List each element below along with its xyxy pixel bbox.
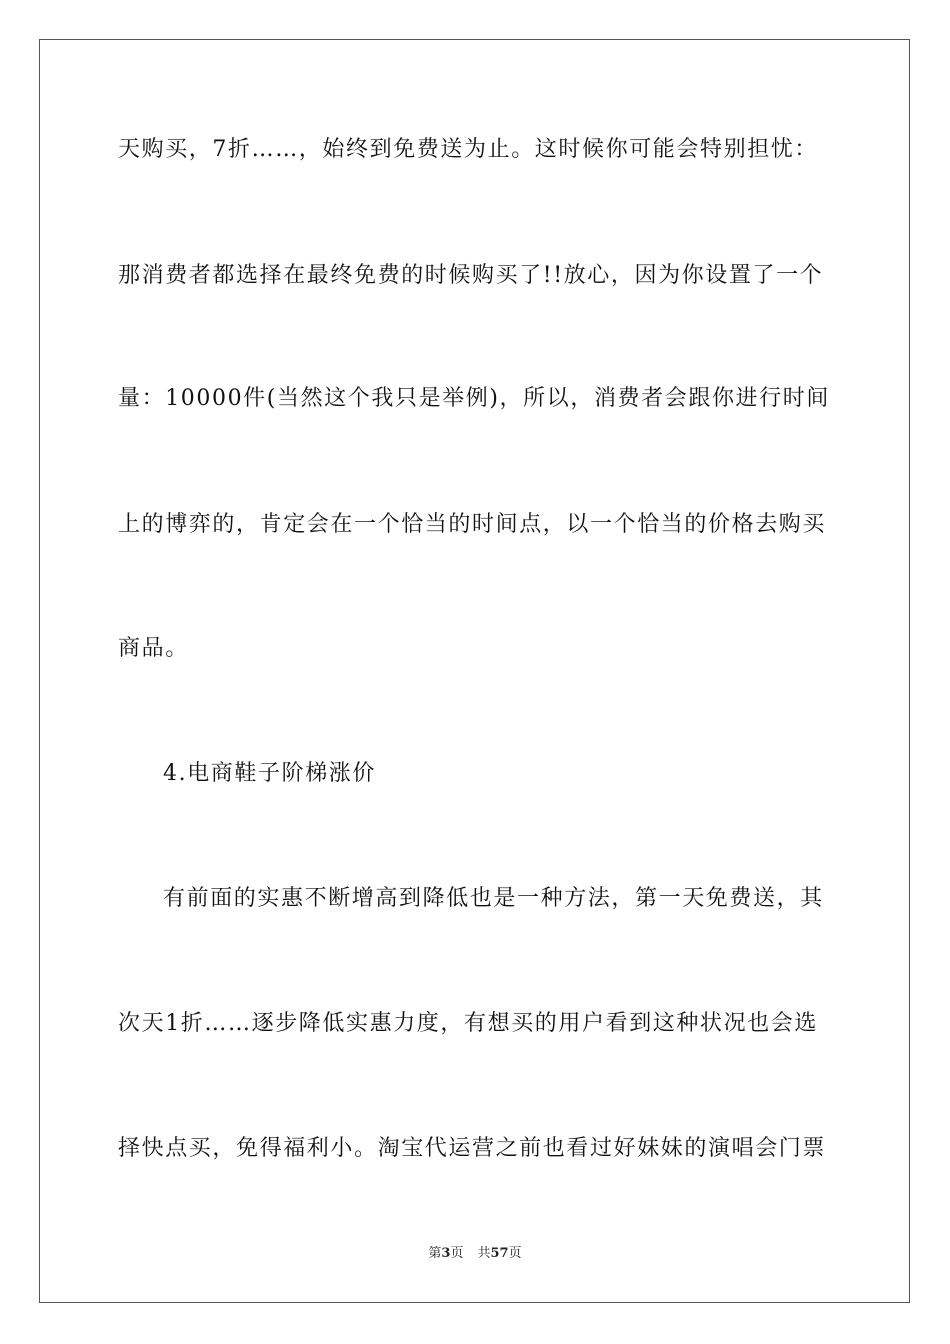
text-line-7: 次天1折……逐步降低实惠力度，有想买的用户看到这种状况也会选 xyxy=(118,1011,818,1036)
total-suffix: 页 xyxy=(508,1246,522,1261)
page-prefix: 第 xyxy=(428,1246,442,1261)
page-number: 3 xyxy=(441,1246,451,1261)
page-footer xyxy=(0,1245,950,1263)
text-line-2: 那消费者都选择在最终免费的时候购买了!!放心，因为你设置了一个 xyxy=(118,263,824,288)
text-line-1: 天购买，7折……，始终到免费送为止。这时候你可能会特别担忧： xyxy=(118,137,818,162)
page-border xyxy=(39,39,910,1303)
text-line-8: 择快点买，免得福利小。淘宝代运营之前也看过好妹妹的演唱会门票 xyxy=(118,1136,827,1161)
text-line-6: 有前面的实惠不断增高到降低也是一种方法，第一天免费送，其 xyxy=(163,886,824,911)
text-line-5: 商品。 xyxy=(118,636,189,661)
text-line-4: 上的博弈的，肯定会在一个恰当的时间点，以一个恰当的价格去购买 xyxy=(118,512,827,537)
page-suffix: 页 xyxy=(450,1246,464,1261)
total-prefix: 共 xyxy=(477,1246,491,1261)
total-pages: 57 xyxy=(490,1246,509,1261)
text-line-3: 量：10000件(当然这个我只是举例)，所以，消费者会跟你进行时间 xyxy=(118,386,830,411)
section-heading: 4.电商鞋子阶梯涨价 xyxy=(163,761,376,786)
